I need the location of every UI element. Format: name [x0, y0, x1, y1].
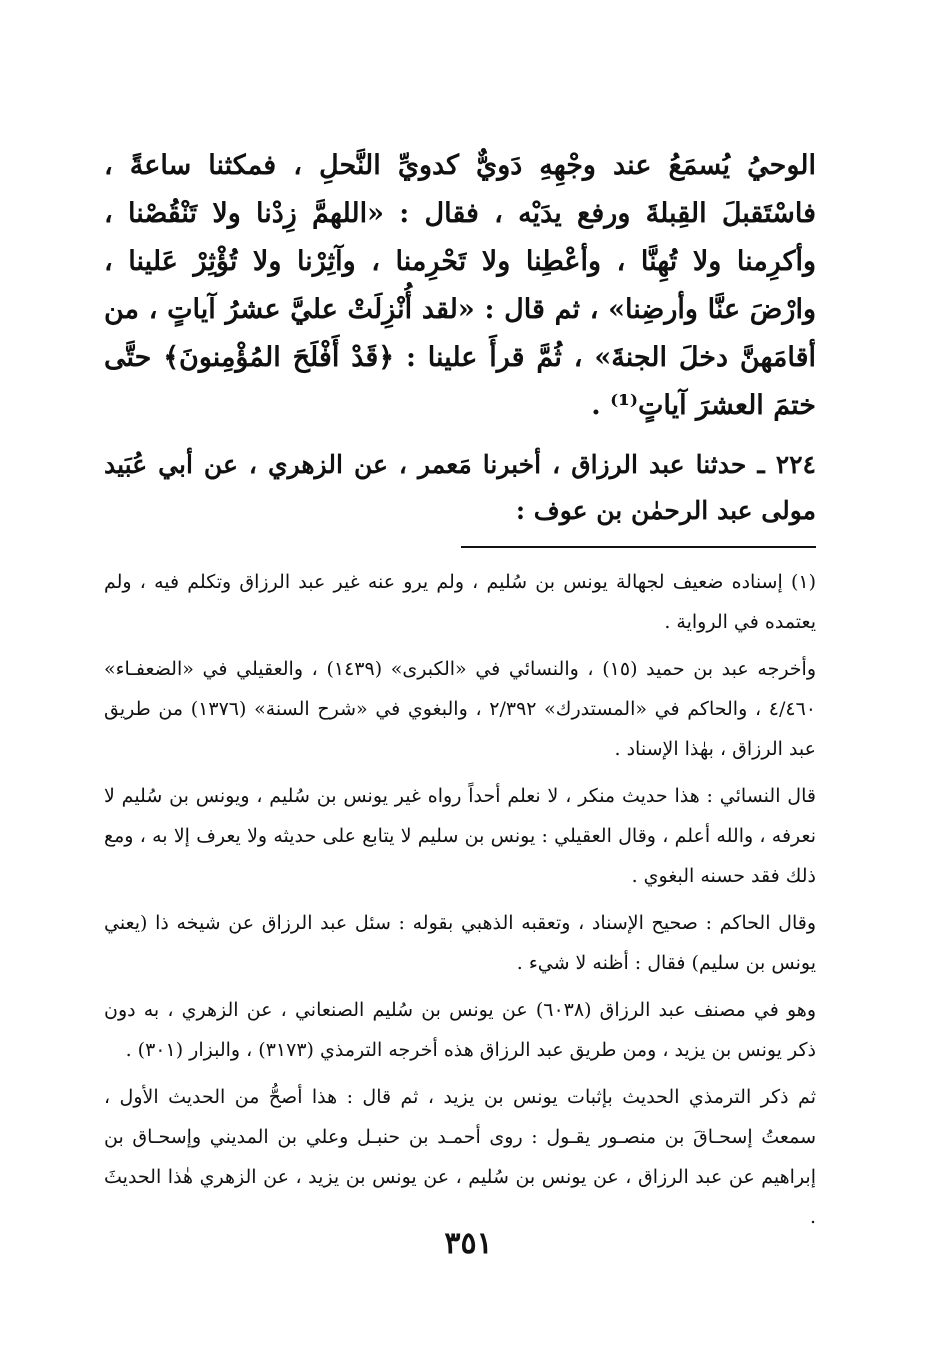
- footnote-separator: [461, 546, 816, 548]
- page-body: [104, 142, 816, 1244]
- footnotes: [104, 562, 816, 1237]
- footnote-paragraph: وأخرجه عبد بن حميد (١٥) ، والنسائي في «الكبرى» (١٤٣٩) ، والعقيلي في «الضعفـاء» ٤/٤٦٠ ، والحاكم في «المستدرك» ٢/٣٩٢ ، والبغوي في «شرح السنة» (١٣٧٦) من طريق عبد الرزاق ، بهٰذا الإسناد .: [104, 658, 816, 760]
- footnote-1: (١) إسناده ضعيف لجهالة يونس بن سُليم ، ولم يرو عنه غير عبد الرزاق وتكلم فيه ، ولم يعتمده في الرواية .: [104, 571, 816, 633]
- main-paragraph: الوحيُ يُسمَعُ عند وجْهِهِ دَويٌّ كدويِّ النَّحلِ ، فمكثنا ساعةً ، فاسْتَقبلَ القِبلةَ ورفع يدَيْه ، فقال : «اللهمَّ زِدْنا ولا تَنْقُصْنا ، وأكرِمنا ولا تُهِنَّا ، وأعْطِنا ولا تَحْرِمنا ، وآثِرْنا ولا تُؤْثِرْ عَلينا ، وارْضَ عنَّا وأرضِنا» ، ثم قال : «لقد أُنْزِلَتْ عليَّ عشرُ آياتٍ ، من أقامَهنَّ دخلَ الجنةَ» ، ثُمَّ قرأَ علينا : ﴿قَدْ أَفْلَحَ المُؤْمِنونَ﴾ حتَّى ختمَ العشرَ آياتٍ⁽¹⁾ .: [104, 150, 816, 421]
- page-number: ٣٥١: [444, 1226, 493, 1261]
- footnote-paragraph: وقال الحاكم : صحيح الإسناد ، وتعقبه الذهبي بقوله : سئل عبد الرزاق عن شيخه ذا (يعني يونس بن سليم) فقال : أظنه لا شيء .: [104, 912, 816, 974]
- footnote-paragraph: ثم ذكر الترمذي الحديث بإثبات يونس بن يزيد ، ثم قال : هذا أصحُّ من الحديث الأول ، سمعتُ إسحـاقَ بن منصـور يقـول : روى أحمـد بن حنبـل وعلي بن المديني وإسحـاق بن إبراهيم عن عبد الرزاق ، عن يونس بن سُليم ، عن يونس بن يزيد ، عن الزهري هٰذا الحديثَ .: [104, 1086, 816, 1228]
- hadith-224: ٢٢٤ ـ حدثنا عبد الرزاق ، أخبرنا مَعمر ، عن الزهري ، عن أبي عُبَيد مولى عبد الرحمٰن بن عوف :: [104, 450, 816, 525]
- footnote-paragraph: وهو في مصنف عبد الرزاق (٦٠٣٨) عن يونس بن سُليم الصنعاني ، عن الزهري ، به دون ذكر يونس بن يزيد ، ومن طريق عبد الرزاق هذه أخرجه الترمذي (٣١٧٣) ، والبزار (٣٠١) .: [104, 999, 816, 1061]
- footnote-paragraph: قال النسائي : هذا حديث منكر ، لا نعلم أحداً رواه غير يونس بن سُليم ، ويونس بن سُليم لا نعرفه ، والله أعلم ، وقال العقيلي : يونس بن سليم لا يتابع على حديثه ولا يعرف إلا به ، ومع ذلك فقد حسنه البغوي .: [104, 785, 816, 887]
- main-text: [104, 142, 816, 534]
